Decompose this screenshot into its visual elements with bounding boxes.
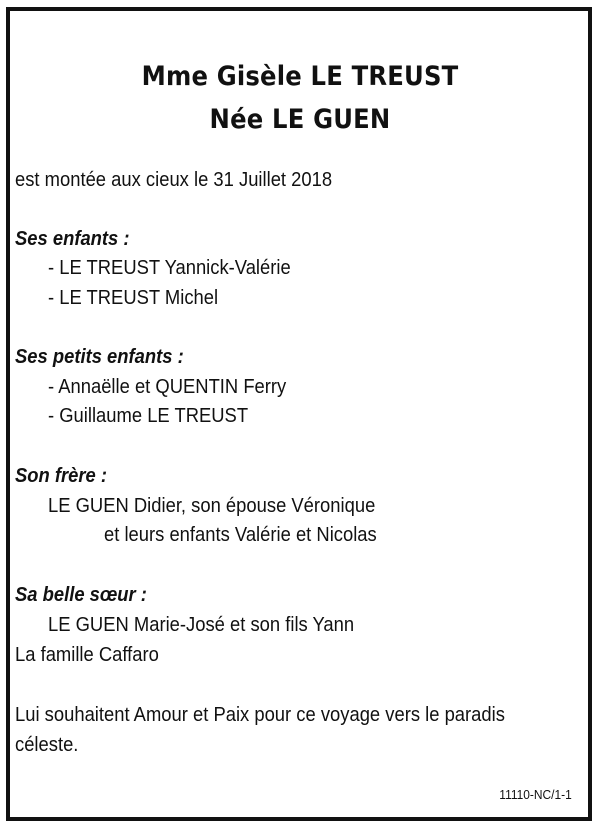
- grandchildren-line-1: - Annaëlle et QUENTIN Ferry: [48, 376, 287, 398]
- caffaro-family-line: La famille Caffaro: [15, 644, 159, 666]
- brother-line-1: LE GUEN Didier, son épouse Véronique: [48, 495, 376, 517]
- children-line-1: - LE TREUST Yannick-Valérie: [48, 257, 291, 279]
- closing-line-1: Lui souhaitent Amour et Paix pour ce voyage vers le paradis: [15, 704, 505, 726]
- closing-line-2: céleste.: [15, 734, 79, 756]
- intro-text: est montée aux cieux le 31 Juillet 2018: [15, 169, 333, 191]
- children-line-2: - LE TREUST Michel: [48, 287, 219, 309]
- section-heading-sister-in-law: Sa belle sœur :: [15, 584, 147, 606]
- brother-line-2: et leurs enfants Valérie et Nicolas: [104, 524, 377, 546]
- section-heading-grandchildren: Ses petits enfants :: [15, 346, 184, 368]
- grandchildren-line-2: - Guillaume LE TREUST: [48, 405, 249, 427]
- notice-title-name: Mme Gisèle LE TREUST: [141, 61, 459, 92]
- section-heading-brother: Son frère :: [15, 465, 108, 487]
- reference-code: 11110-NC/1-1: [499, 787, 572, 802]
- sister-in-law-line-1: LE GUEN Marie-José et son fils Yann: [48, 614, 355, 636]
- notice-title-maiden-name: Née LE GUEN: [209, 104, 391, 135]
- section-heading-children: Ses enfants :: [15, 228, 130, 250]
